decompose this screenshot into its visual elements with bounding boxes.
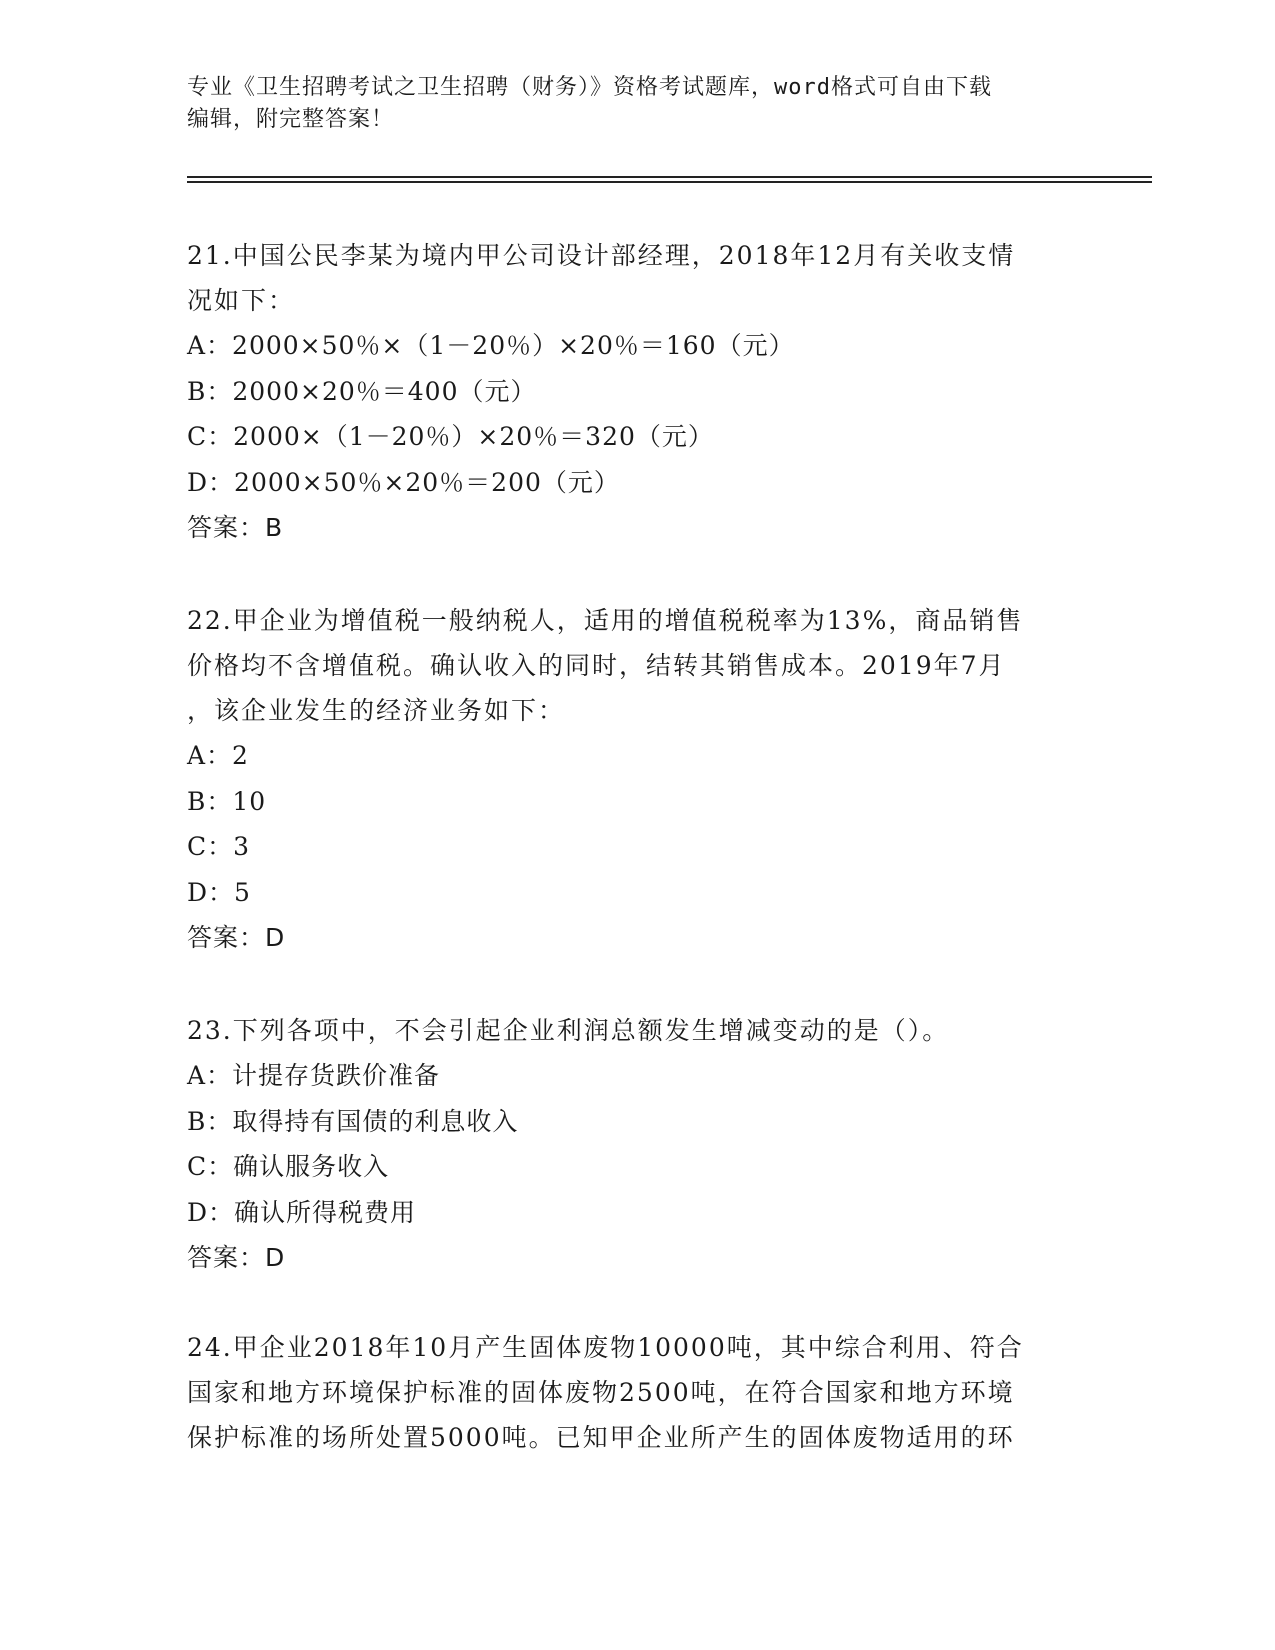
option-d: D：5 — [187, 877, 251, 907]
option-a: A：2 — [187, 741, 249, 770]
question-text-line: 24.甲企业2018年10月产生固体废物10000吨，其中综合利用、符合 — [187, 1333, 1024, 1362]
option-b: B：10 — [187, 786, 267, 816]
question-text-line: ，该企业发生的经济业务如下： — [187, 696, 566, 725]
header-divider-bottom — [187, 181, 1152, 183]
question-text-line: 22.甲企业为增值税一般纳税人，适用的增值税税率为13%，商品销售 — [187, 606, 1024, 635]
answer: 答案：B — [187, 513, 284, 542]
option-c: C：3 — [187, 832, 251, 861]
option-b: B：取得持有国债的利息收入 — [187, 1106, 519, 1136]
question-24 — [187, 1325, 1087, 1460]
option-d: D：2000×50％×20％＝200（元） — [187, 467, 620, 497]
question-23 — [187, 1008, 1087, 1280]
document-header — [187, 72, 1067, 136]
question-22 — [187, 598, 1087, 960]
option-c: C：确认服务收入 — [187, 1152, 390, 1181]
question-text-line: 21.中国公民李某为境内甲公司设计部经理，2018年12月有关收支情 — [187, 241, 1016, 270]
question-text-line: 保护标准的场所处置5000吨。已知甲企业所产生的固体废物适用的环 — [187, 1423, 1015, 1452]
question-text-line: 况如下： — [187, 286, 296, 315]
option-a: A：计提存货跌价准备 — [187, 1061, 441, 1090]
question-21 — [187, 233, 1087, 550]
answer: 答案：D — [187, 923, 286, 952]
question-text-line: 价格均不含增值税。确认收入的同时，结转其销售成本。2019年7月 — [187, 651, 1006, 680]
option-b: B：2000×20％＝400（元） — [187, 376, 537, 406]
question-text-line: 国家和地方环境保护标准的固体废物2500吨，在符合国家和地方环境 — [187, 1378, 1015, 1407]
question-text-line: 23.下列各项中，不会引起企业利润总额发生增减变动的是（）。 — [187, 1016, 950, 1045]
header-line-1: 专业《卫生招聘考试之卫生招聘（财务）》资格考试题库，word格式可自由下载 — [187, 75, 992, 100]
option-d: D：确认所得税费用 — [187, 1197, 417, 1227]
header-line-2: 编辑，附完整答案！ — [187, 107, 395, 132]
option-a: A：2000×50％×（1－20％）×20％＝160（元） — [187, 331, 795, 360]
header-divider-top — [187, 176, 1152, 178]
answer: 答案：D — [187, 1243, 286, 1272]
option-c: C：2000×（1－20％）×20％＝320（元） — [187, 422, 714, 451]
